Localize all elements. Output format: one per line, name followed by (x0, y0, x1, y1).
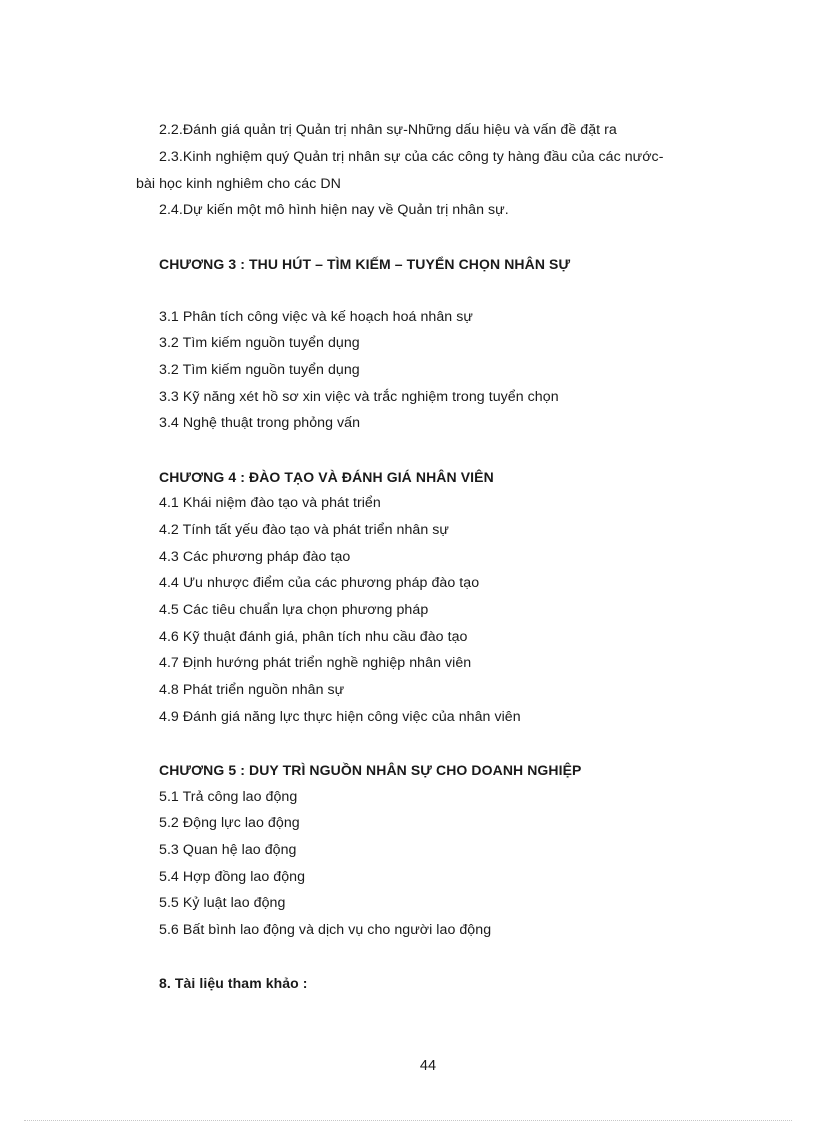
toc-line-2-4: 2.4.Dự kiến một mô hình hiện nay về Quản trị nhân sự. (159, 202, 509, 218)
page-bottom-divider (24, 1120, 792, 1121)
chapter-4-item: 4.8 Phát triển nguồn nhân sự (159, 682, 345, 698)
chapter-5-item: 5.6 Bất bình lao động và dịch vụ cho người lao động (159, 922, 492, 938)
chapter-4-item: 4.7 Định hướng phát triển nghề nghiệp nhân viên (159, 655, 472, 671)
references-heading: 8. Tài liệu tham khảo : (159, 975, 308, 991)
chapter-4-item: 4.3 Các phương pháp đào tạo (159, 549, 351, 565)
chapter-3-item: 3.2 Tìm kiếm nguồn tuyển dụng (159, 335, 360, 351)
chapter-4-item: 4.5 Các tiêu chuẩn lựa chọn phương pháp (159, 602, 429, 618)
chapter-3-heading: CHƯƠNG 3 : THU HÚT – TÌM KIẾM – TUYỂN CHỌN NHÂN SỰ (159, 256, 571, 272)
chapter-3-item: 3.4 Nghệ thuật trong phỏng vấn (159, 415, 361, 431)
chapter-5-item: 5.4 Hợp đồng lao động (159, 869, 306, 885)
chapter-4-item: 4.2 Tính tất yếu đào tạo và phát triển nhân sự (159, 522, 449, 538)
chapter-4-heading: CHƯƠNG 4 : ĐÀO TẠO VÀ ĐÁNH GIÁ NHÂN VIÊN (159, 469, 494, 485)
chapter-3-item: 3.3 Kỹ năng xét hồ sơ xin việc và trắc nghiệm trong tuyển chọn (159, 389, 559, 405)
chapter-5-item: 5.2 Động lực lao động (159, 815, 300, 831)
toc-line-2-3: 2.3.Kinh nghiệm quý Quản trị nhân sự của các công ty hàng đầu của các nước- (159, 149, 664, 165)
chapter-4-item: 4.1 Khái niệm đào tạo và phát triển (159, 495, 381, 511)
chapter-5-item: 5.1 Trả công lao động (159, 789, 298, 805)
chapter-5-heading: CHƯƠNG 5 : DUY TRÌ NGUỒN NHÂN SỰ CHO DOANH NGHIỆP (159, 762, 582, 778)
page-number: 44 (419, 1058, 437, 1074)
chapter-4-item: 4.4 Ưu nhược điểm của các phương pháp đào tạo (159, 575, 480, 591)
chapter-4-item: 4.6 Kỹ thuật đánh giá, phân tích nhu cầu đào tạo (159, 629, 468, 645)
chapter-5-item: 5.3 Quan hệ lao động (159, 842, 297, 858)
chapter-3-item: 3.1 Phân tích công việc và kế hoạch hoá nhân sự (159, 309, 473, 325)
chapter-3-item: 3.2 Tìm kiếm nguồn tuyển dụng (159, 362, 360, 378)
toc-line-2-3-continued: bài học kinh nghiêm cho các DN (136, 176, 341, 192)
toc-line-2-2: 2.2.Đánh giá quản trị Quản trị nhân sự-Những dấu hiệu và vấn đề đặt ra (159, 122, 617, 138)
chapter-4-item: 4.9 Đánh giá năng lực thực hiện công việc của nhân viên (159, 709, 521, 725)
chapter-5-item: 5.5 Kỷ luật lao động (159, 895, 286, 911)
